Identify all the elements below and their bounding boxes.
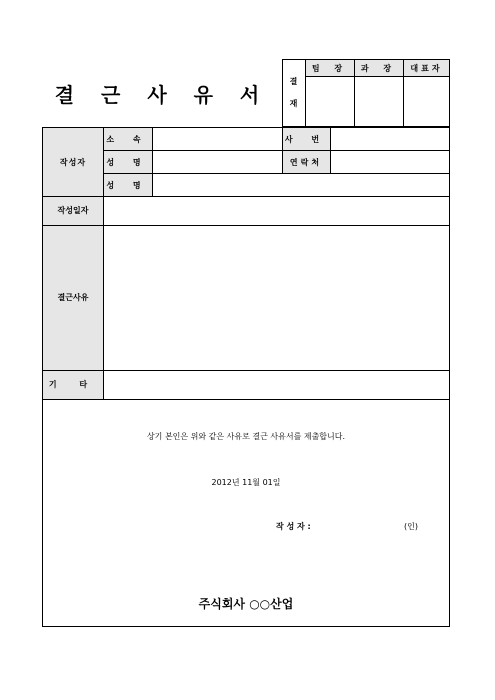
approval-col-ceo: 대표자 [410, 63, 443, 73]
date-written-field[interactable] [104, 197, 449, 225]
absence-reason-label: 결근사유 [57, 293, 89, 302]
name-label-2: 성 명 [106, 180, 149, 190]
department-label: 소 속 [106, 134, 149, 144]
approval-sign-ceo[interactable] [404, 77, 449, 126]
approval-col-manager: 과 장 [360, 63, 398, 73]
approval-label: 결 재 [289, 77, 299, 108]
company-name: 주식회사 ○○산업 [198, 596, 294, 611]
contact-label: 연락처 [289, 157, 323, 167]
approval-sign-manager[interactable] [355, 77, 403, 126]
submission-statement: 상기 본인은 위와 같은 사유로 결근 사유서를 제출합니다. [146, 431, 346, 441]
date-written-label: 작성일자 [57, 206, 89, 215]
employee-id-label: 사 번 [284, 134, 328, 144]
employee-id-field[interactable] [331, 128, 449, 150]
name-field[interactable] [153, 151, 282, 173]
name-field-2[interactable] [153, 174, 449, 196]
document-title: 결 근 사 유 서 [54, 82, 270, 107]
submission-date: 2012년 11월 01일 [211, 477, 281, 487]
seal-mark: (인) [404, 522, 418, 531]
other-label: 기 타 [48, 380, 98, 389]
approval-sign-team-lead[interactable] [306, 77, 354, 126]
author-signature-field[interactable] [320, 518, 402, 536]
author-group-label: 작성자 [59, 157, 87, 167]
contact-field[interactable] [331, 151, 449, 173]
department-field[interactable] [153, 128, 282, 150]
other-field[interactable] [104, 371, 449, 399]
absence-reason-field[interactable] [104, 226, 449, 370]
author-signature-label: 작 성 자 : [276, 522, 311, 531]
name-label: 성 명 [106, 157, 149, 167]
approval-col-team-lead: 팀 장 [311, 63, 349, 73]
